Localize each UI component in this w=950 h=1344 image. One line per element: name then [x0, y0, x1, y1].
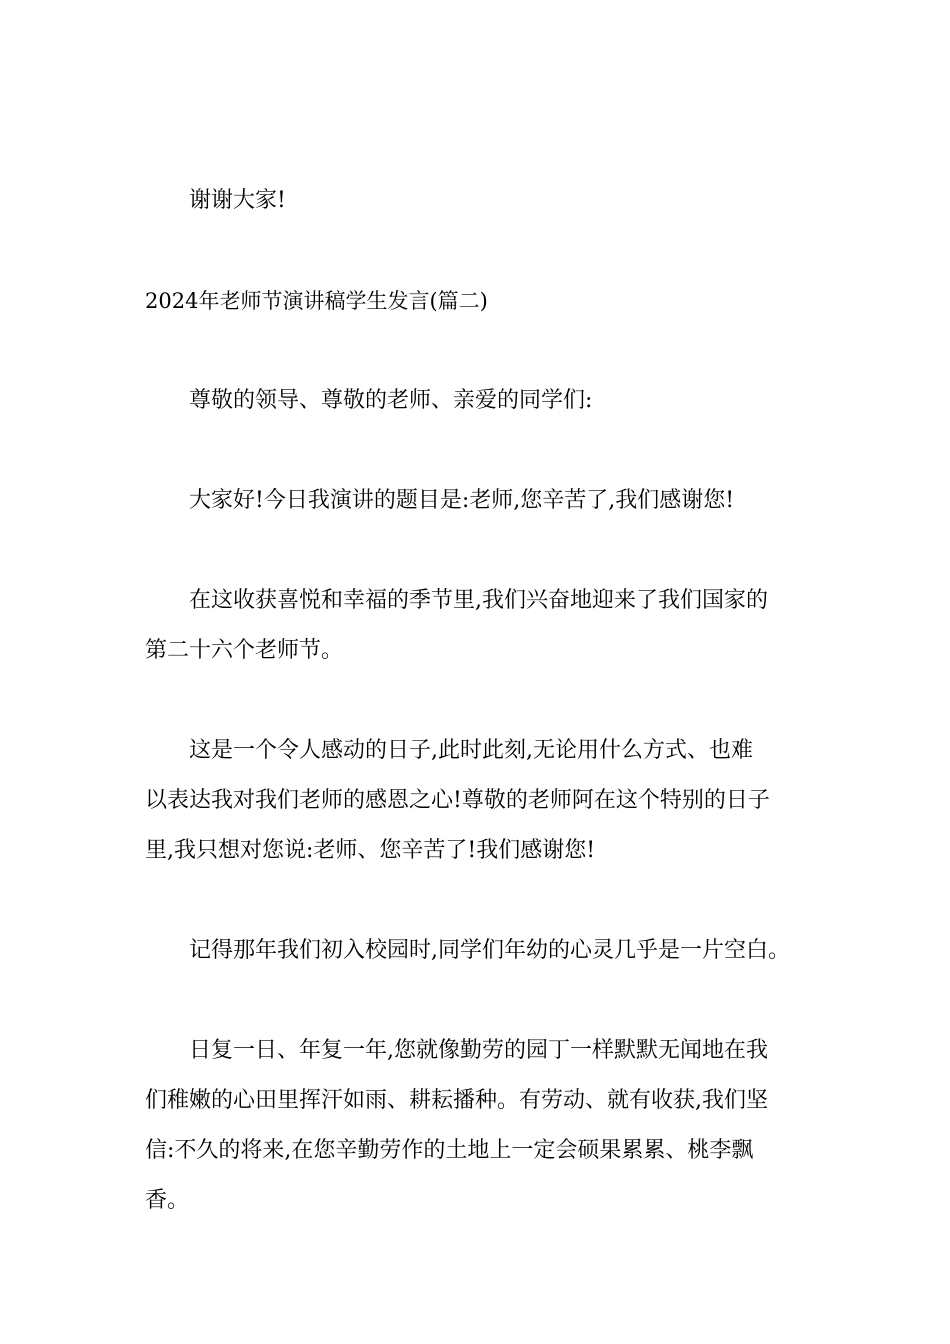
paragraph-line: 香。 — [145, 1188, 190, 1213]
paragraph-line: 这是一个令人感动的日子,此时此刻,无论用什么方式、也难 — [189, 738, 753, 763]
paragraph-line: 信:不久的将来,在您辛勤劳作的土地上一定会硕果累累、桃李飘 — [145, 1138, 754, 1163]
paragraph-line: 第二十六个老师节。 — [145, 638, 344, 663]
closing-line: 谢谢大家! — [189, 188, 286, 213]
paragraph-line: 以表达我对我们老师的感恩之心!尊敬的老师阿在这个特别的日子 — [145, 788, 770, 813]
paragraph-line: 们稚嫩的心田里挥汗如雨、耕耘播种。有劳动、就有收获,我们坚 — [145, 1088, 768, 1113]
section-title: 2024年老师节演讲稿学生发言(篇二) — [145, 289, 488, 313]
paragraph-line: 大家好!今日我演讲的题目是:老师,您辛苦了,我们感谢您! — [189, 488, 735, 513]
paragraph-line: 里,我只想对您说:老师、您辛苦了!我们感谢您! — [145, 838, 596, 863]
paragraph-line: 记得那年我们初入校园时,同学们年幼的心灵几乎是一片空白。 — [189, 938, 790, 963]
paragraph-line: 在这收获喜悦和幸福的季节里,我们兴奋地迎来了我们国家的 — [189, 588, 768, 613]
paragraph-line: 尊敬的领导、尊敬的老师、亲爱的同学们: — [189, 388, 593, 413]
paragraph-line: 日复一日、年复一年,您就像勤劳的园丁一样默默无闻地在我 — [189, 1038, 768, 1063]
